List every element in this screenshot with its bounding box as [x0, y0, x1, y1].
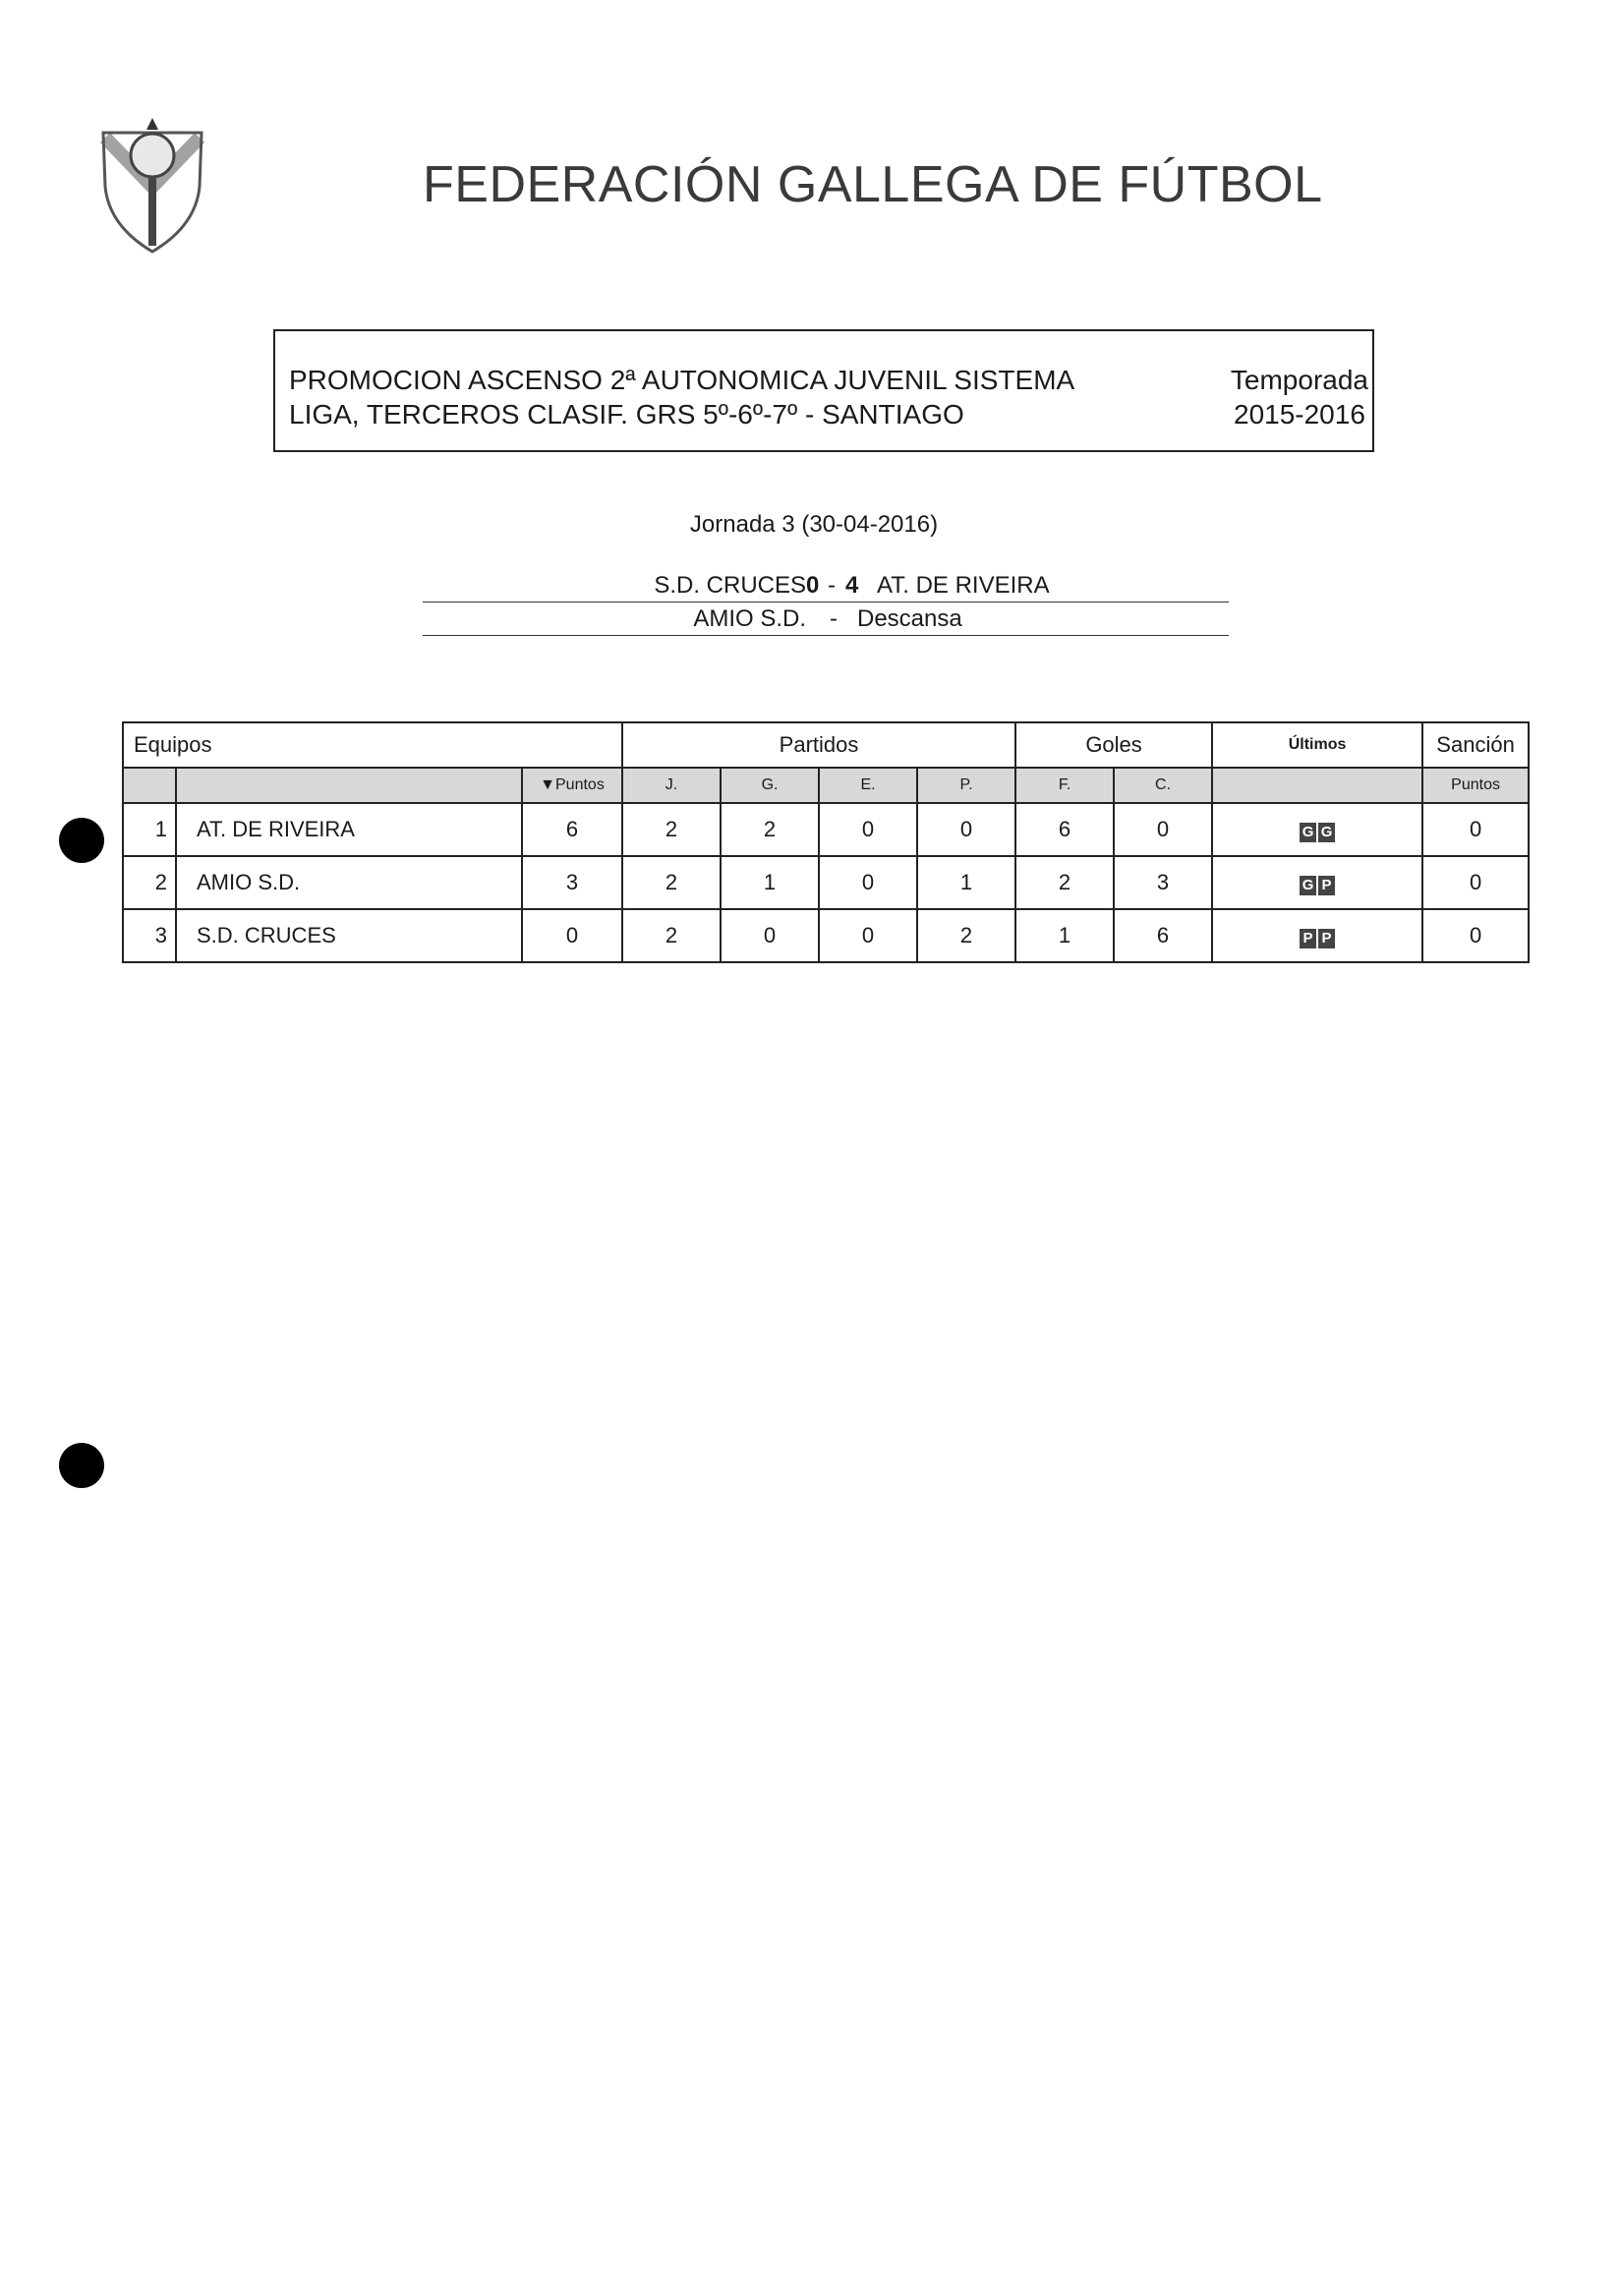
- row-j: 2: [622, 909, 721, 962]
- header-pos: [123, 768, 176, 803]
- row-ultimos: [1212, 803, 1422, 856]
- row-g: 2: [721, 803, 819, 856]
- jornada-title: Jornada 3 (30-04-2016): [689, 511, 939, 538]
- result-badge: P: [1318, 929, 1335, 948]
- match-row: [423, 568, 1229, 603]
- match-away-team: AT. DE RIVEIRA: [877, 572, 1050, 599]
- result-badge: G: [1300, 876, 1316, 895]
- row-c: 6: [1114, 909, 1212, 962]
- row-team: S.D. CRUCES: [176, 909, 522, 962]
- match-away-score: 4: [845, 572, 859, 599]
- row-f: 1: [1015, 909, 1114, 962]
- row-sancion: 0: [1422, 909, 1529, 962]
- table-group-header-row: [123, 722, 1529, 768]
- row-ultimos: [1212, 856, 1422, 909]
- row-team: AMIO S.D.: [176, 856, 522, 909]
- row-c: 3: [1114, 856, 1212, 909]
- result-badge: G: [1318, 823, 1335, 842]
- row-sancion: 0: [1422, 856, 1529, 909]
- table-row: [123, 803, 1529, 856]
- row-g: 0: [721, 909, 819, 962]
- season-value: 2015-2016: [1234, 399, 1365, 430]
- header-ultimos: Últimos: [1212, 722, 1422, 768]
- row-p: 1: [917, 856, 1015, 909]
- header-ultimos-sub: [1212, 768, 1422, 803]
- punch-hole: [59, 818, 104, 863]
- row-puntos: 6: [522, 803, 622, 856]
- header-partidos: Partidos: [622, 722, 1015, 768]
- competition-name-line1: PROMOCION ASCENSO 2ª AUTONOMICA JUVENIL SISTEMA: [289, 365, 1075, 395]
- row-f: 6: [1015, 803, 1114, 856]
- match-home-team: S.D. CRUCES: [654, 572, 806, 599]
- header-team: [176, 768, 522, 803]
- competition-name-line2: LIGA, TERCEROS CLASIF. GRS 5º-6º-7º - SANTIAGO: [289, 399, 964, 430]
- match-home-team: AMIO S.D.: [693, 605, 806, 632]
- match-separator: -: [828, 572, 836, 599]
- row-pos: 2: [123, 856, 176, 909]
- result-badge: P: [1300, 929, 1316, 948]
- row-pos: 3: [123, 909, 176, 962]
- header-puntos: ▼Puntos: [522, 768, 622, 803]
- punch-hole: [59, 1443, 104, 1488]
- result-badge: P: [1318, 876, 1335, 895]
- row-team: AT. DE RIVEIRA: [176, 803, 522, 856]
- match-separator: -: [830, 605, 838, 632]
- header-e: E.: [819, 768, 917, 803]
- standings-table: [122, 721, 1530, 963]
- header-g: G.: [721, 768, 819, 803]
- table-row: [123, 909, 1529, 962]
- row-sancion: 0: [1422, 803, 1529, 856]
- match-away-team: Descansa: [857, 605, 962, 632]
- header-sancion: Sanción: [1422, 722, 1529, 768]
- header-goles: Goles: [1015, 722, 1212, 768]
- row-e: 0: [819, 909, 917, 962]
- row-g: 1: [721, 856, 819, 909]
- header-equipos: Equipos: [123, 722, 622, 768]
- result-badge: G: [1300, 823, 1316, 842]
- row-ultimos: [1212, 909, 1422, 962]
- row-c: 0: [1114, 803, 1212, 856]
- row-puntos: 3: [522, 856, 622, 909]
- row-j: 2: [622, 803, 721, 856]
- season-label: Temporada: [1230, 365, 1368, 395]
- row-p: 0: [917, 803, 1015, 856]
- competition-info-box: [273, 329, 1374, 452]
- header-c: C.: [1114, 768, 1212, 803]
- competition-name: [289, 363, 1134, 431]
- page-title: FEDERACIÓN GALLEGA DE FÚTBOL: [423, 156, 1323, 213]
- federation-crest-logo: [93, 118, 211, 256]
- header-sancion-puntos: Puntos: [1422, 768, 1529, 803]
- season-info: [1231, 363, 1368, 431]
- row-p: 2: [917, 909, 1015, 962]
- row-e: 0: [819, 803, 917, 856]
- header-p: P.: [917, 768, 1015, 803]
- row-f: 2: [1015, 856, 1114, 909]
- header-f: F.: [1015, 768, 1114, 803]
- match-row: [423, 602, 1229, 636]
- header-j: J.: [622, 768, 721, 803]
- row-j: 2: [622, 856, 721, 909]
- row-pos: 1: [123, 803, 176, 856]
- row-puntos: 0: [522, 909, 622, 962]
- table-row: [123, 856, 1529, 909]
- match-home-score: 0: [806, 572, 820, 599]
- table-column-header-row: [123, 768, 1529, 803]
- row-e: 0: [819, 856, 917, 909]
